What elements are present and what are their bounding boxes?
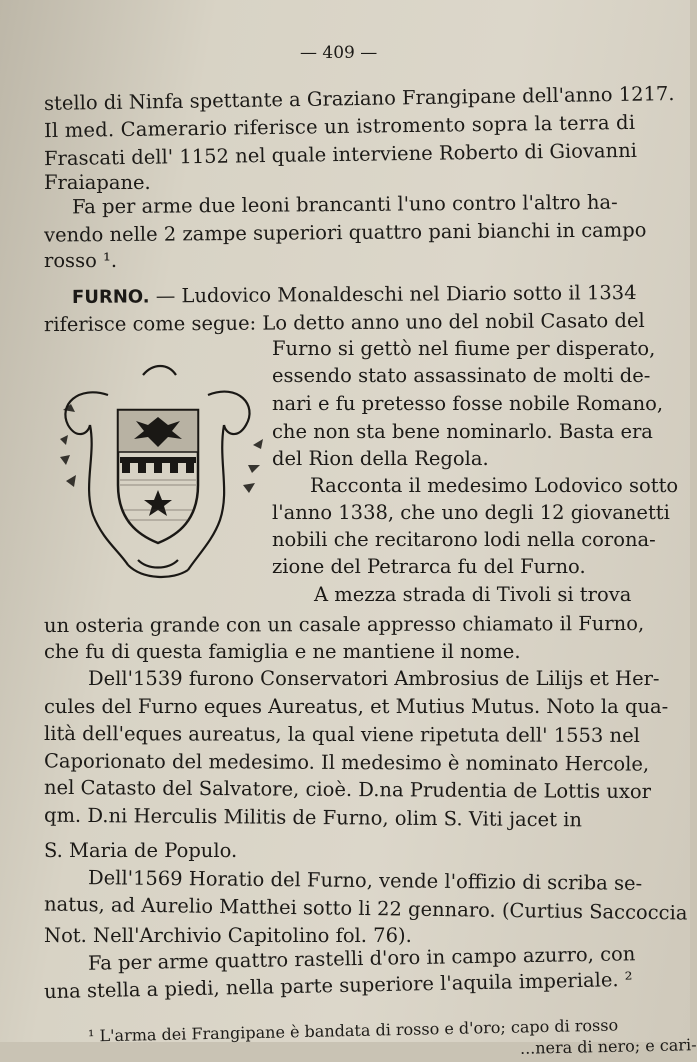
text-line: riferisce come segue: Lo detto anno uno del nobil Casato del xyxy=(43,308,645,337)
text-line: Dell'1539 furono Conservatori Ambrosius de Lilijs et Her- xyxy=(88,667,660,690)
text-line: nari e fu pretesso fosse nobile Romano, xyxy=(272,392,664,415)
text-line: che fu di questa famiglia e ne mantiene il nome. xyxy=(44,640,521,663)
text-line: qm. D.ni Herculis Militis de Furno, olim S. Viti jacet in xyxy=(43,803,583,832)
text-line: Il med. Camerario riferisce un istromento sopra la terra di xyxy=(43,110,636,143)
section-heading-line xyxy=(72,280,637,311)
text-line: S. Maria de Populo. xyxy=(44,839,238,862)
footnote-tail: ...nera di nero; e cari- xyxy=(519,1035,697,1058)
footnote-text: ¹ L'arma dei Frangipane è bandata di rosso e d'oro; capo di rosso xyxy=(87,1015,619,1046)
section-heading-text: — Ludovico Monaldeschi nel Diario sotto il 1334 xyxy=(149,281,637,308)
text-line: nobili che recitarono lodi nella corona- xyxy=(272,528,656,551)
text-line: natus, ad Aurelio Matthei sotto li 22 gennaro. (Curtius Saccoccia xyxy=(43,892,688,925)
text-line: Not. Nell'Archivio Capitolino fol. 76). xyxy=(44,924,412,947)
coat-of-arms-illustration xyxy=(48,365,268,585)
text-line: A mezza strada di Tivoli si trova xyxy=(314,583,632,606)
text-line: Racconta il medesimo Lodovico sotto xyxy=(310,474,679,497)
text-line: stello di Ninfa spettante a Graziano Frangipane dell'anno 1217. xyxy=(43,82,675,115)
section-heading: FURNO. xyxy=(71,286,150,308)
text-line: essendo stato assassinato de molti de- xyxy=(272,364,651,387)
text-line: un osteria grande con un casale appresso chiamato il Furno, xyxy=(43,611,645,638)
text-line: cules del Furno eques Aureatus, et Mutius Mutus. Noto la qua- xyxy=(44,695,669,718)
text-line: l'anno 1338, che uno degli 12 giovanetti xyxy=(272,501,670,524)
text-line: rosso ¹. xyxy=(44,249,118,272)
text-line: Fraiapane. xyxy=(44,171,151,194)
text-line: zione del Petrarca fu del Furno. xyxy=(272,555,586,578)
text-line: Frascati dell' 1152 nel quale interviene Roberto di Giovanni xyxy=(43,138,638,171)
text-line: Caporionato del medesimo. Il medesimo è nominato Hercole, xyxy=(43,749,650,776)
text-line: che non sta bene nominarlo. Basta era xyxy=(272,420,653,443)
text-line: lità dell'eques aureatus, la qual viene ripetuta dell' 1553 nel xyxy=(43,721,640,748)
text-line: Furno si gettò nel fiume per disperato, xyxy=(272,337,656,360)
text-line: Fa per arme due leoni brancanti l'uno contro l'altro ha- xyxy=(71,190,618,219)
text-line: del Rion della Regola. xyxy=(272,447,489,470)
text-line: nel Catasto del Salvatore, cioè. D.na Prudentia de Lottis uxor xyxy=(43,775,652,804)
text-line: una stella a piedi, nella parte superiore l'aquila imperiale. ² xyxy=(43,967,633,1004)
text-line: Fa per arme quattro rastelli d'oro in campo azurro, con xyxy=(87,942,636,975)
text-line: Dell'1569 Horatio del Furno, vende l'offizio di scriba se- xyxy=(87,866,643,895)
text-line: vendo nelle 2 zampe superiori quattro pani bianchi in campo xyxy=(43,218,647,247)
page-number: — 409 — xyxy=(300,43,378,63)
